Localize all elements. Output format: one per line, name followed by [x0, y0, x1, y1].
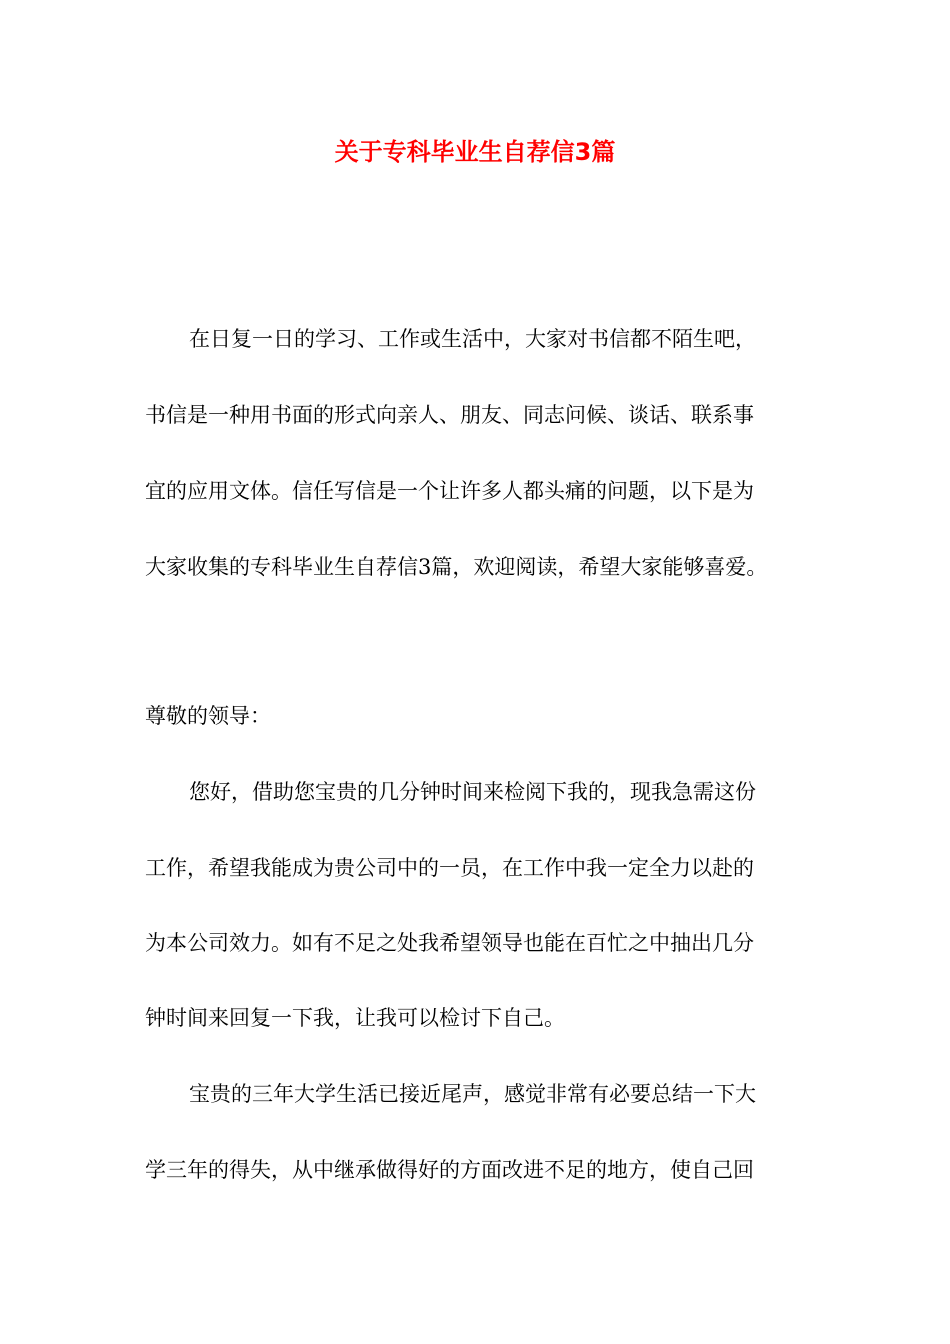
salutation: 尊敬的领导：	[145, 704, 271, 728]
paragraph1-line-4: 钟时间来回复一下我，让我可以检讨下自己。	[145, 1006, 565, 1030]
intro-line-4: 大家收集的专科毕业生自荐信3篇，欢迎阅读，希望大家能够喜爱。	[145, 555, 768, 579]
intro-line-2: 书信是一种用书面的形式向亲人、朋友、同志问候、谈话、联系事	[145, 403, 754, 427]
paragraph1-line-2: 工作，希望我能成为贵公司中的一员，在工作中我一定全力以赴的	[145, 856, 754, 880]
intro-line-3: 宜的应用文体。信任写信是一个让许多人都头痛的问题，以下是为	[145, 479, 754, 503]
paragraph1-line-3: 为本公司效力。如有不足之处我希望领导也能在百忙之中抽出几分	[145, 931, 754, 955]
paragraph2-line-1: 宝贵的三年大学生活已接近尾声，感觉非常有必要总结一下大	[189, 1082, 756, 1106]
paragraph1-line-1: 您好，借助您宝贵的几分钟时间来检阅下我的，现我急需这份	[189, 780, 756, 804]
intro-line-1: 在日复一日的学习、工作或生活中，大家对书信都不陌生吧，	[189, 327, 756, 351]
paragraph2-line-2: 学三年的得失，从中继承做得好的方面改进不足的地方，使自己回	[145, 1158, 754, 1182]
page-title: 关于专科毕业生自荐信3篇	[334, 138, 616, 166]
